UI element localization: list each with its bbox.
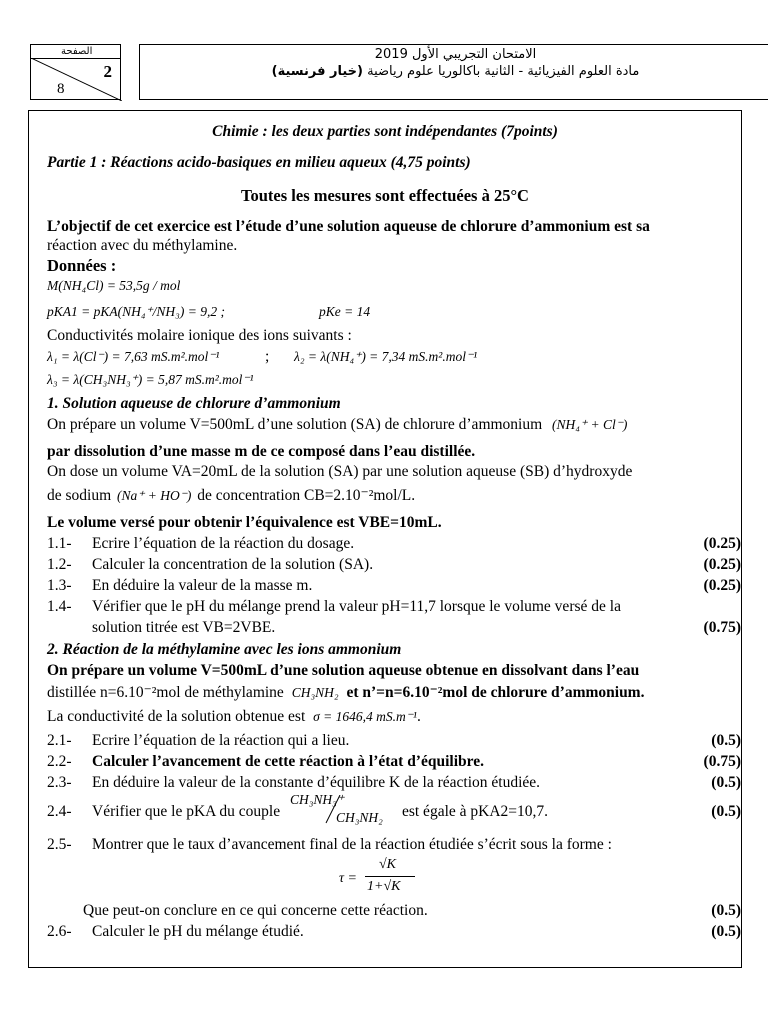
question-text: Vérifier que le pKA du couple — [92, 803, 281, 820]
s1-paragraph-5: Le volume versé pour obtenir l’équivalence est VBE=10mL. — [47, 514, 442, 531]
question-text: Calculer le pH du mélange étudié. — [92, 923, 304, 940]
s1-ion-formula: (NH₄⁺ + Cl⁻) — [552, 417, 628, 432]
question-text: En déduire la valeur de la constante d’équilibre K de la réaction étudiée. — [92, 774, 541, 791]
exam-content — [28, 110, 742, 968]
question-2-5-conclusion — [83, 902, 741, 920]
question-points: (0.25) — [703, 535, 741, 552]
tau-formula — [339, 859, 439, 899]
page-label: الصفحة — [61, 46, 93, 57]
question-2-5 — [47, 836, 741, 854]
chem-title: Chimie : les deux parties sont indépendantes (7points) — [212, 123, 558, 140]
question-number: 2.1- — [47, 732, 72, 749]
question-number: 1.1- — [47, 535, 72, 552]
question-number: 2.3- — [47, 774, 72, 791]
objective-line1: L’objectif de cet exercice est l’étude d’une solution aqueuse de chlorure d’ammonium est sa — [47, 218, 650, 235]
s2-conductivity-formula: σ = 1646,4 mS.m⁻¹ — [313, 709, 417, 724]
question-points: (0.5) — [711, 923, 741, 940]
question-number: 1.4- — [47, 598, 72, 615]
question-number: 2.4- — [47, 803, 72, 820]
s2-paragraph-3-b: . — [416, 708, 421, 725]
question-text: Calculer la concentration de la solution (SA). — [92, 556, 374, 573]
lambda-2: λ₂ = λ(NH₄⁺) = 7,34 mS.m².mol⁻¹ — [294, 349, 478, 364]
question-number: 2.2- — [47, 753, 72, 770]
question-points: (0.75) — [703, 753, 741, 770]
section2-title: 2. Réaction de la méthylamine avec les ions ammonium — [47, 641, 402, 658]
s2-paragraph-3-a: La conductivité de la solution obtenue est — [47, 708, 306, 725]
exam-subject-option: (خيار فرنسية) — [271, 64, 363, 79]
question-points: (0.25) — [703, 556, 741, 573]
s1-paragraph-4-b: de concentration CB=2.10⁻²mol/L. — [197, 487, 416, 504]
question-points: (0.5) — [711, 902, 741, 919]
couple-base: CH₃NH₂ — [335, 810, 383, 825]
conductivity-intro: Conductivités molaire ionique des ions suivants : — [47, 327, 352, 344]
lambda-3: λ₃ = λ(CH₃NH₃⁺) = 5,87 mS.m².mol⁻¹ — [47, 372, 254, 387]
data-pka: pKA1 = pKA(NH₄⁺/NH₃) = 9,2 ; — [47, 304, 225, 319]
question-1-2 — [47, 556, 741, 574]
tau-numerator: √K — [379, 857, 397, 872]
question-text: solution titrée est VB=2VBE. — [92, 619, 276, 636]
tau-lhs: τ = — [339, 871, 357, 886]
objective-line2: réaction avec du méthylamine. — [47, 237, 238, 254]
question-number: 1.2- — [47, 556, 72, 573]
page-number-box — [30, 44, 121, 100]
question-1-4-cont — [92, 619, 741, 637]
question-text: Vérifier que le pH du mélange prend la valeur pH=11,7 lorsque le volume versé de la — [92, 598, 621, 615]
question-2-2 — [47, 753, 741, 771]
page-total: 8 — [57, 81, 65, 97]
couple-acid: CH₃NH₃⁺ — [289, 792, 344, 807]
question-points: (0.5) — [711, 774, 741, 791]
question-2-6 — [47, 923, 741, 941]
question-points: (0.5) — [711, 732, 741, 749]
s1-paragraph-1-text: On prépare un volume V=500mL d’une solution (SA) de chlorure d’ammonium — [47, 416, 543, 433]
lambda-1: λ₁ = λ(Cl⁻) = 7,63 mS.m².mol⁻¹ — [47, 349, 220, 364]
question-text: Ecrire l’équation de la réaction qui a lieu. — [92, 732, 350, 749]
question-points: (0.75) — [703, 619, 741, 636]
s1-paragraph-2: par dissolution d’une masse m de ce composé dans l’eau distillée. — [47, 443, 476, 460]
tau-denominator: 1+√K — [367, 879, 401, 894]
exam-title-box — [139, 44, 768, 100]
s2-paragraph-3 — [47, 708, 421, 726]
question-text: Montrer que le taux d’avancement final de la réaction étudiée s’écrit sous la forme : — [92, 836, 612, 853]
question-points: (0.25) — [703, 577, 741, 594]
question-2-4 — [47, 792, 741, 825]
data-pke: pKe = 14 — [319, 304, 371, 319]
exam-subject — [140, 64, 768, 79]
measures-note: Toutes les mesures sont effectuées à 25°C — [241, 186, 529, 205]
couple-fraction — [284, 792, 402, 825]
fraction-bar — [365, 876, 415, 877]
s2-methylamine-formula: CH₃NH₂ — [291, 685, 339, 700]
s2-paragraph-2-b: et n’=n=6.10⁻²mol de chlorure d’ammonium. — [346, 684, 645, 701]
s1-paragraph-3: On dose un volume VA=20mL de la solution (SA) par une solution aqueuse (SB) d’hydroxyde — [47, 463, 633, 480]
s2-paragraph-2 — [47, 684, 644, 702]
question-text: En déduire la valeur de la masse m. — [92, 577, 313, 594]
question-number: 1.3- — [47, 577, 72, 594]
question-text: Que peut-on conclure en ce qui concerne cette réaction. — [83, 902, 428, 919]
question-number: 2.6- — [47, 923, 72, 940]
part1-title: Partie 1 : Réactions acido-basiques en milieu aqueux (4,75 points) — [47, 154, 471, 171]
s1-paragraph-4 — [47, 487, 415, 505]
exam-subject-text: مادة العلوم الفيزيائية - الثانية باكالوريا علوم رياضية — [367, 64, 640, 79]
question-1-3 — [47, 577, 741, 595]
lambda-separator: ; — [265, 348, 270, 365]
s1-base-formula: (Na⁺ + HO⁻) — [117, 488, 192, 503]
page-current: 2 — [103, 62, 112, 81]
s2-paragraph-1: On prépare un volume V=500mL d’une solution aqueuse obtenue en dissolvant dans l’eau — [47, 662, 640, 679]
question-number: 2.5- — [47, 836, 72, 853]
page-header — [30, 44, 768, 101]
s1-paragraph-4-a: de sodium — [47, 487, 112, 504]
s2-paragraph-2-a: distillée n=6.10⁻²mol de méthylamine — [47, 684, 284, 701]
question-1-1 — [47, 535, 741, 553]
question-1-4 — [47, 598, 741, 616]
s1-paragraph-1 — [47, 416, 627, 434]
question-2-3 — [47, 774, 741, 792]
section1-title: 1. Solution aqueuse de chlorure d’ammonium — [47, 395, 341, 412]
question-text: Ecrire l’équation de la réaction du dosage. — [92, 535, 355, 552]
question-2-1 — [47, 732, 741, 750]
donnees-heading: Données : — [47, 256, 117, 275]
question-text-b: est égale à pKA2=10,7. — [401, 803, 549, 820]
question-text: Calculer l’avancement de cette réaction à l’état d’équilibre. — [92, 753, 484, 770]
question-points: (0.5) — [711, 803, 741, 820]
data-molar-mass: M(NH₄Cl) = 53,5g / mol — [47, 278, 181, 293]
exam-title: الامتحان التجريبي الأول 2019 — [374, 47, 537, 62]
